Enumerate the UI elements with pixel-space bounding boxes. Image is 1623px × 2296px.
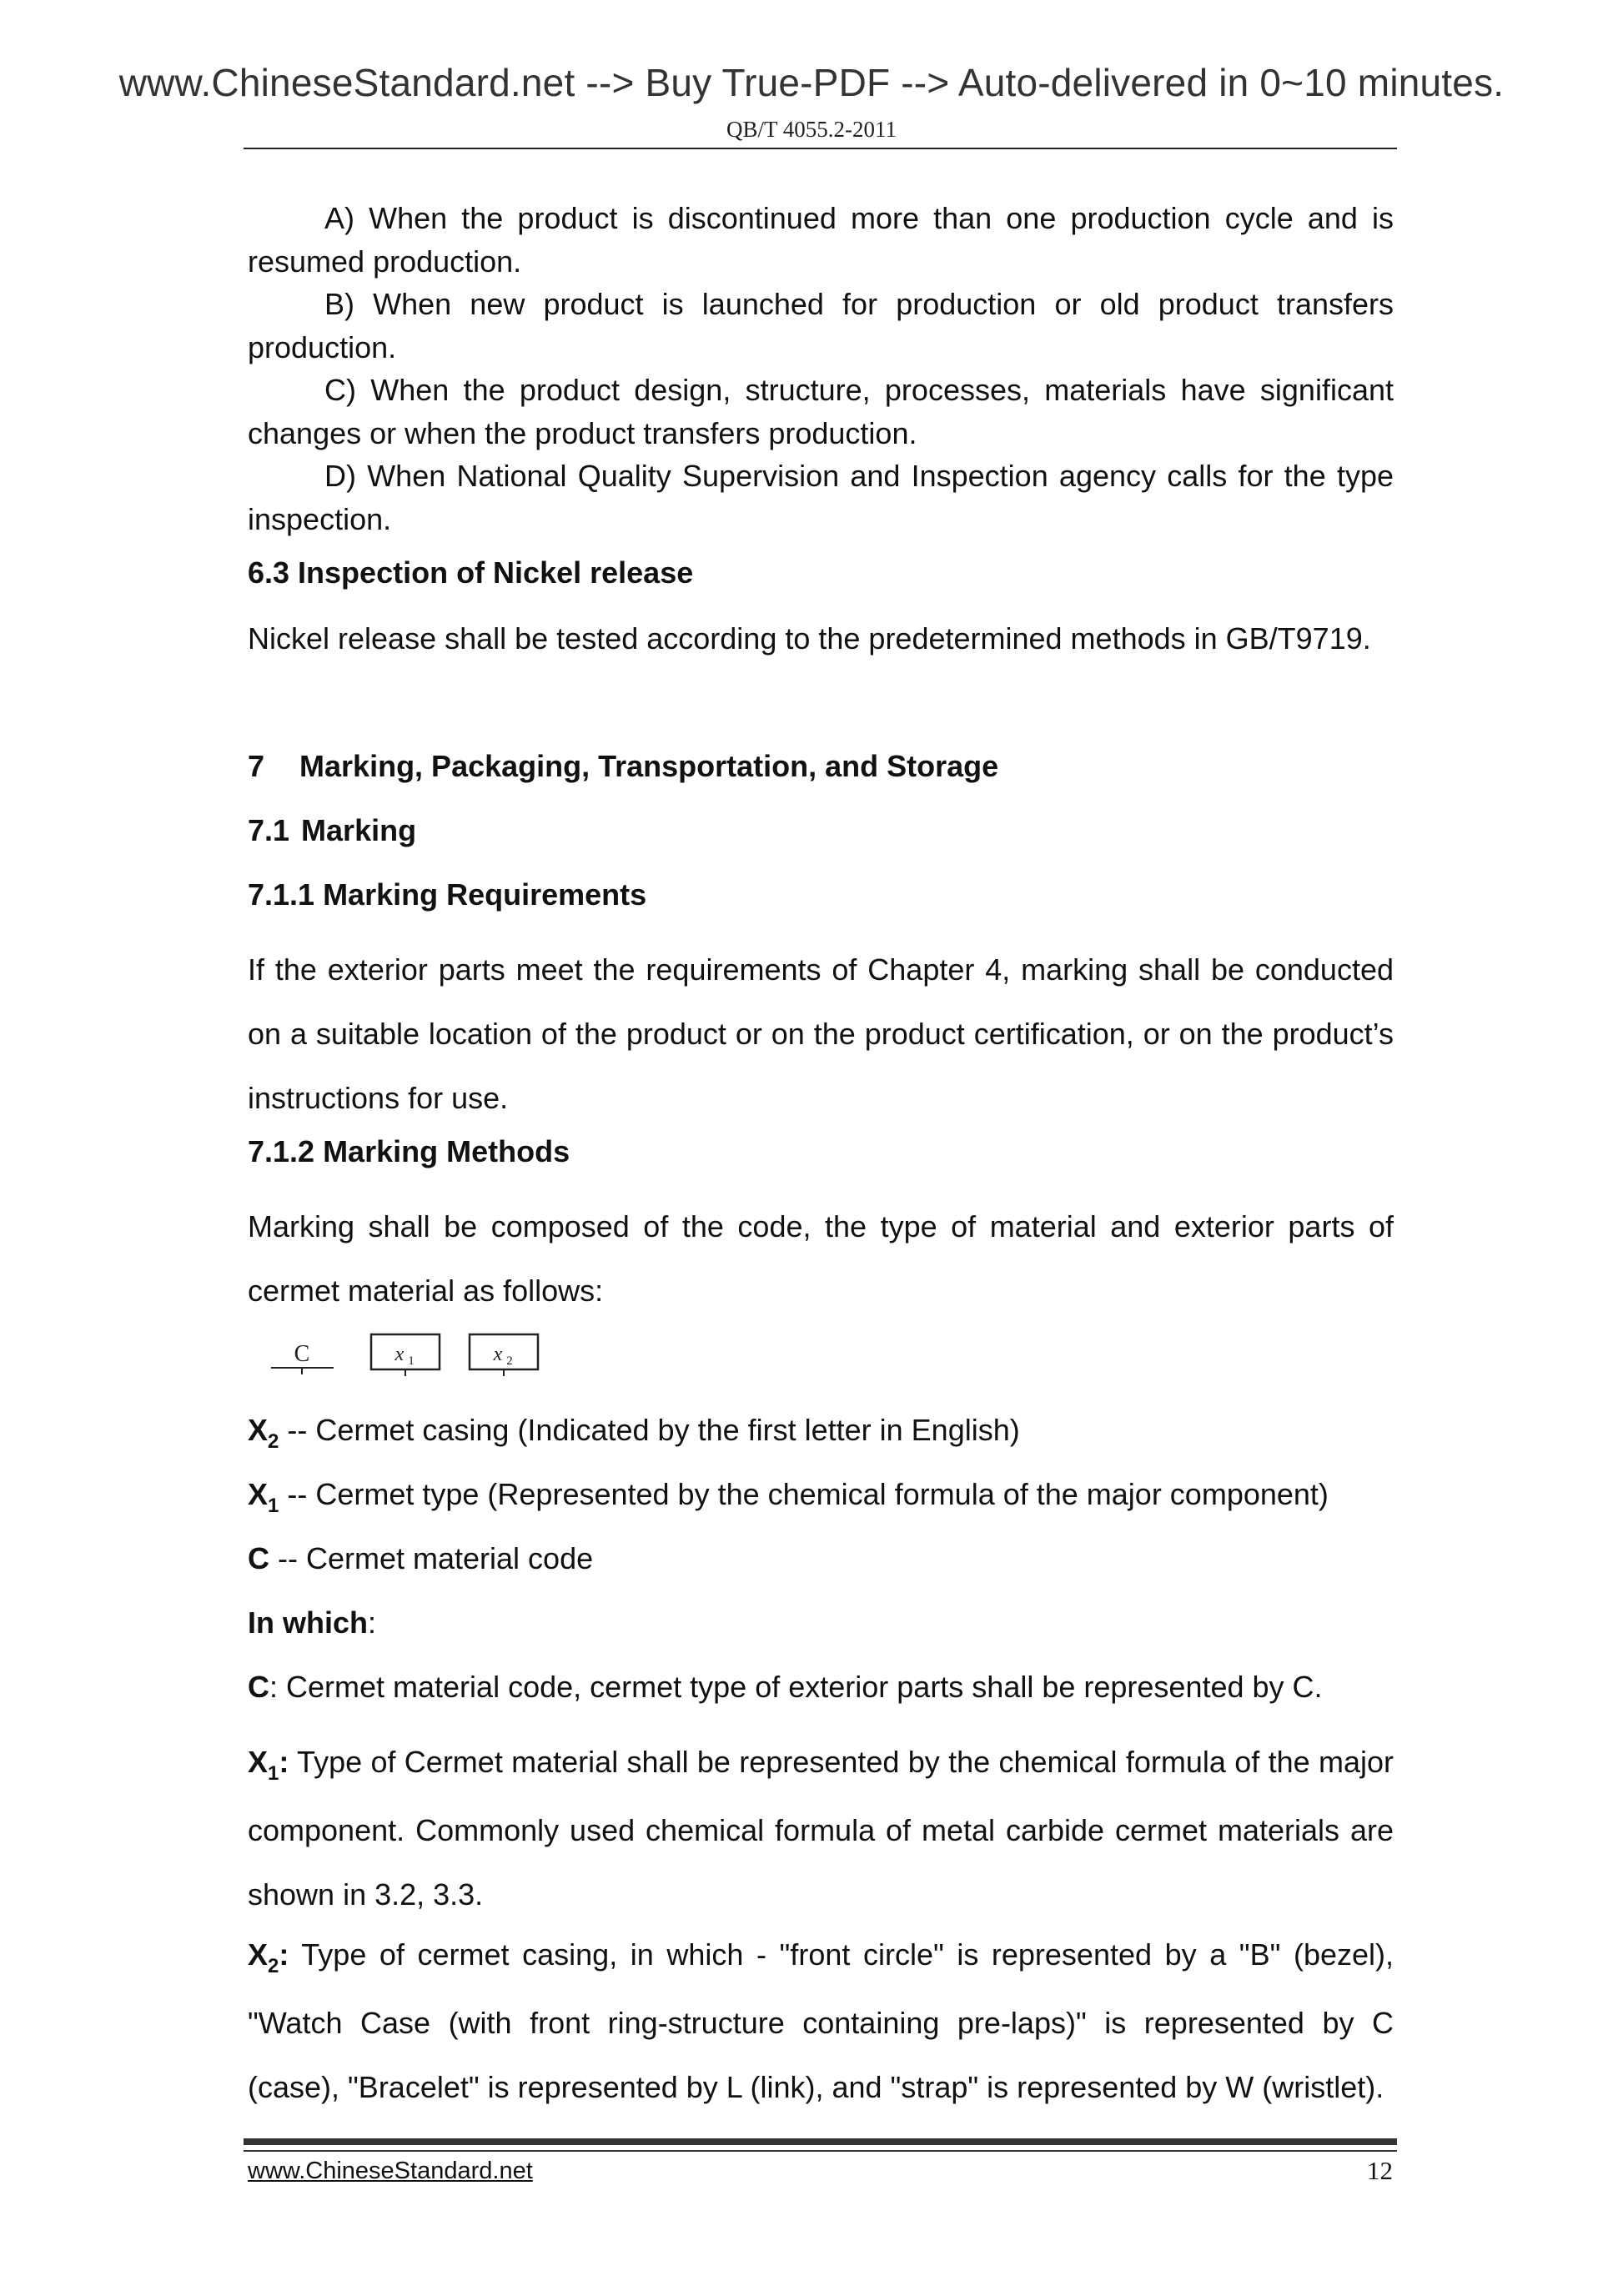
definition-x1 [248,1730,1394,1927]
symbol-subscript: 2 [268,1430,279,1453]
code-x1-subscript: 1 [408,1354,415,1368]
footer-rule-thick [244,2138,1397,2145]
footer-site-link[interactable]: www.ChineseStandard.net [248,2158,533,2184]
legend-text: -- Cermet type (Represented by the chemical formula of the major component) [279,1477,1329,1511]
code-x2-label: x [493,1344,503,1365]
legend-text: -- Cermet casing (Indicated by the first letter in English) [279,1413,1020,1447]
section-heading-7-1-2: 7.1.2 Marking Methods [248,1134,570,1168]
symbol: C [248,1670,269,1704]
code-x1-box [371,1334,440,1369]
code-x2-subscript: 2 [506,1354,513,1368]
section-heading-7-1 [248,809,1394,852]
header-rule [244,148,1397,149]
symbol: X [248,1937,269,1972]
code-x1-label: x [394,1344,404,1365]
code-c-label: C [294,1341,310,1367]
header-banner: www.ChineseStandard.net --> Buy True-PDF --> Auto-delivered in 0~10 minutes. [118,61,1505,104]
label-text: In which [248,1605,368,1640]
section-heading-7-1-1: 7.1.1 Marking Requirements [248,877,647,912]
in-which-label [248,1601,1394,1645]
list-item-c: C) When the product design, structure, processes, materials have significant changes or when the product transfers production. [248,373,1394,450]
list-item-d: D) When National Quality Supervision and Inspection agency calls for the type inspection. [248,459,1394,536]
symbol-subscript: 2 [268,1955,279,1977]
definition-x2 [248,1922,1394,2119]
legend-text: -- Cermet material code [269,1541,594,1575]
definition-text: Type of Cermet material shall be represented by the chemical formula of the major component. Commonly used chemical formula of metal carbide cermet materials are shown in 3.2, 3.3. [248,1745,1394,1912]
list-item-b: B) When new product is launched for production or old product transfers production. [248,287,1394,364]
page-number: 12 [1367,2156,1393,2185]
symbol-subscript: 1 [268,1762,279,1785]
heading-number: 7 [248,749,265,783]
paragraph-7-1-2: Marking shall be composed of the code, the type of material and exterior parts of cermet material as follows: [248,1209,1394,1308]
symbol: X [248,1745,269,1779]
definition-c [248,1665,1394,1709]
paragraph-7-1-1: If the exterior parts meet the requirements of Chapter 4, marking shall be conducted on a suitable location of the product or on the product certification, or on the product’s instructions for use. [248,952,1394,1115]
symbol-subscript: 1 [268,1495,279,1517]
standard-code: QB/T 4055.2-2011 [726,117,897,142]
heading-number: 7.1 [248,813,290,847]
legend-x1 [248,1473,1394,1520]
label-colon: : [368,1605,377,1640]
symbol: X [248,1413,269,1447]
symbol-colon: : [279,1937,289,1972]
heading-text: Marking, Packaging, Transportation, and Storage [299,749,999,783]
definition-text: Type of cermet casing, in which - "front circle" is represented by a "B" (bezel), "Watch Case (with front ring-structure containing pre-laps)" is represented by C (case), "Bracelet" is represented by L (link), and "strap" is represented by W (wristlet). [248,1937,1394,2104]
legend-c [248,1537,1394,1580]
legend-x2 [248,1409,1394,1456]
list-item-a: A) When the product is discontinued more than one production cycle and is resumed production. [248,201,1394,279]
heading-text: Marking [301,813,417,847]
section-heading-7 [248,745,1394,788]
paragraph-6-3: Nickel release shall be tested according to the predetermined methods in GB/T9719. [248,621,1371,656]
symbol: X [248,1477,269,1511]
section-heading-6-3: 6.3 Inspection of Nickel release [248,555,694,590]
symbol-colon: : [279,1745,289,1779]
marking-code-diagram [254,1330,555,1380]
symbol: C [248,1541,269,1575]
footer-rule-thin [244,2150,1397,2152]
code-x2-box [470,1334,538,1369]
definition-text: : Cermet material code, cermet type of exterior parts shall be represented by C. [269,1670,1323,1704]
